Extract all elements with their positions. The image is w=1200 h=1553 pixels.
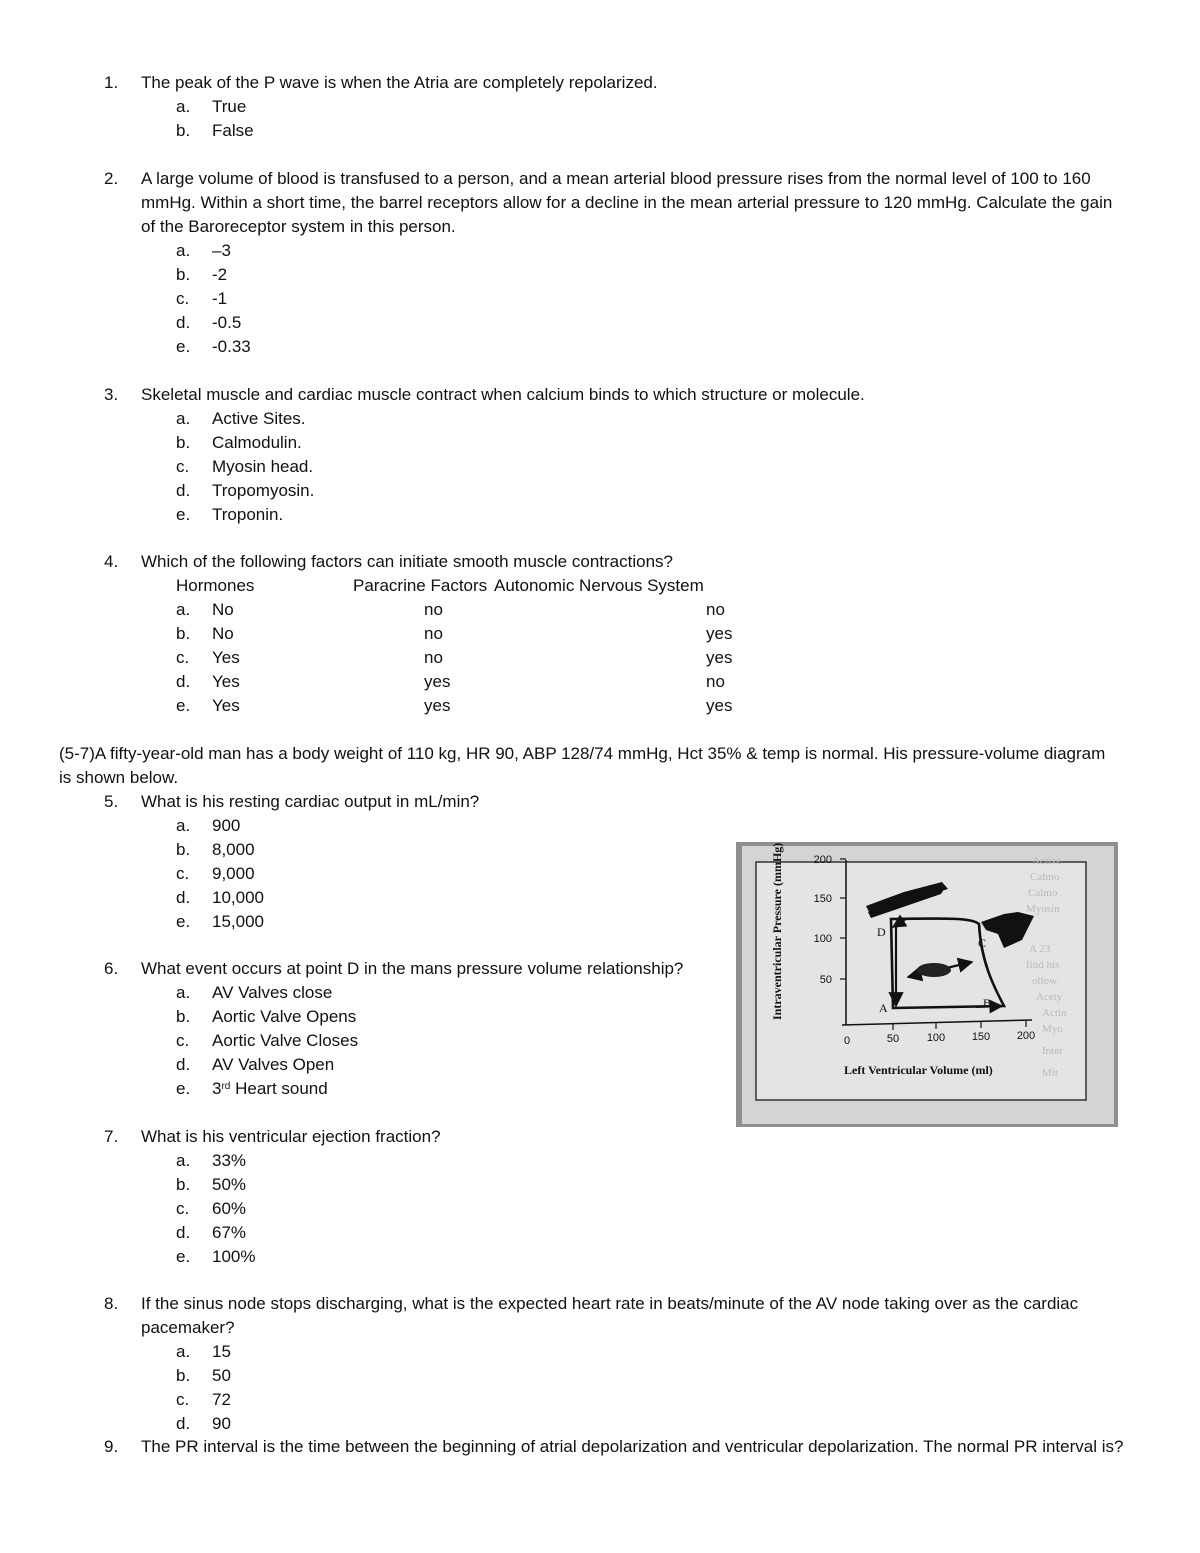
option: a. 900 [176,816,241,835]
question-text: What is his resting cardiac output in mL/min? [141,792,480,811]
option: b. False [176,121,254,140]
question-1 [104,71,1124,95]
question-text: What event occurs at point D in the mans pressure volume relationship? [141,959,684,978]
x-tick-label: 200 [1016,1030,1036,1042]
question-text: The peak of the P wave is when the Atria are completely repolarized. [141,73,658,92]
option: e. 15,000 [176,912,264,931]
question-text: The PR interval is the time between the beginning of atrial depolarization and ventricular depolarization. The normal PR interval is? [141,1437,1124,1456]
question-4 [104,550,1124,574]
case-stem: (5-7)A fifty-year-old man has a body weight of 110 kg, HR 90, ABP 128/74 mmHg, Hct 35% & temp is normal. His pressure-volume diagram is shown below. [59,744,1106,787]
question-text: Which of the following factors can initiate smooth muscle contractions? [141,552,673,571]
svg-text:ollow: ollow [1032,975,1058,987]
option: b. 50 [176,1366,231,1385]
question-text: Skeletal muscle and cardiac muscle contract when calcium binds to which structure or molecule. [141,385,865,404]
option: b. -2 [176,265,228,284]
option: a. –3 [176,241,231,260]
point-label-d: D [877,925,886,939]
svg-text:Myosin: Myosin [1026,903,1060,915]
point-label-a: A [879,1001,888,1015]
option: d. 10,000 [176,888,264,907]
option: d. AV Valves Open [176,1055,335,1074]
option: c. 60% [176,1199,247,1218]
svg-text:A 23: A 23 [1029,943,1051,955]
x-tick-label: 100 [926,1032,946,1044]
svg-text:Inter: Inter [1042,1045,1063,1057]
question-8 [104,1292,1124,1340]
option: c. 72 [176,1390,231,1409]
question-number: 5. [104,792,119,811]
option: c. 9,000 [176,864,255,883]
option: b. Aortic Valve Opens [176,1007,357,1026]
svg-text:find his: find his [1026,959,1060,971]
svg-text:Calmo: Calmo [1030,871,1060,883]
option: a. AV Valves close [176,983,333,1002]
point-label-b: B [983,996,992,1010]
option: c. -1 [176,289,228,308]
option: c. Aortic Valve Closes [176,1031,359,1050]
question-9 [104,1435,1124,1459]
option: b. Calmodulin. [176,433,302,452]
svg-text:Mit: Mit [1042,1067,1058,1079]
option: d. -0.5 [176,313,242,332]
question-text: What is his ventricular ejection fraction? [141,1127,441,1146]
question-number: 1. [104,73,119,92]
question-number: 7. [104,1127,119,1146]
question-text: A large volume of blood is transfused to a person, and a mean arterial blood pressure rises from the normal level of 100 to 160 mmHg. Within a short time, the barrel receptors allow for a decline in the mean arterial pressure to 120 mmHg. Calculate the gain of the Baroreceptor system in this person. [141,169,1113,236]
option: e. 100% [176,1247,256,1266]
question-number: 3. [104,385,119,404]
table-header-hormones: Hormones [176,576,255,595]
pressure-volume-figure [736,842,1118,1127]
option: a. 15 [176,1342,231,1361]
y-tick-label: 150 [813,893,832,905]
option: e. Troponin. [176,505,284,524]
x-tick-label: 0 [843,1035,851,1047]
option: b. 8,000 [176,840,255,859]
option: a. Active Sites. [176,409,306,428]
svg-text:Active: Active [1032,855,1062,867]
svg-text:Calmo: Calmo [1028,887,1058,899]
question-number: 6. [104,959,119,978]
question-number: 2. [104,169,119,188]
x-tick-label: 150 [971,1031,991,1043]
y-axis-label: Intraventricular Pressure (mmHg) [770,842,784,1020]
option: a. True [176,97,247,116]
y-tick-label: 200 [813,854,832,866]
point-label-c: C [978,936,987,950]
option: d. Tropomyosin. [176,481,315,500]
option: d. 90 [176,1414,231,1433]
x-axis-label: Left Ventricular Volume (ml) [844,1063,993,1077]
pressure-volume-diagram [736,842,1118,1127]
option: d. 67% [176,1223,247,1242]
option: e. -0.33 [176,337,251,356]
question-text: If the sinus node stops discharging, what is the expected heart rate in beats/minute of the AV node taking over as the cardiac pacemaker? [141,1294,1079,1337]
question-number: 4. [104,552,119,571]
question-number: 9. [104,1437,119,1456]
table-header-autonomic: Autonomic Nervous System [494,576,704,595]
question-3 [104,383,1124,407]
question-number: 8. [104,1294,119,1313]
table-header-paracrine: Paracrine Factors [353,576,488,595]
svg-text:Actin: Actin [1042,1007,1067,1019]
x-tick-label: 50 [886,1033,900,1045]
question-7 [104,1125,1124,1149]
svg-text:Acety: Acety [1036,991,1063,1003]
y-tick-label: 100 [813,933,832,945]
question-5 [104,790,1124,814]
question-2 [104,167,1124,239]
option: a. 33% [176,1151,247,1170]
option: c. Myosin head. [176,457,314,476]
svg-text:Myo: Myo [1042,1023,1063,1035]
option: b. 50% [176,1175,247,1194]
option: e. 3rd Heart sound [176,1079,328,1098]
redaction-scribble [917,963,951,977]
y-tick-label: 50 [819,974,832,986]
